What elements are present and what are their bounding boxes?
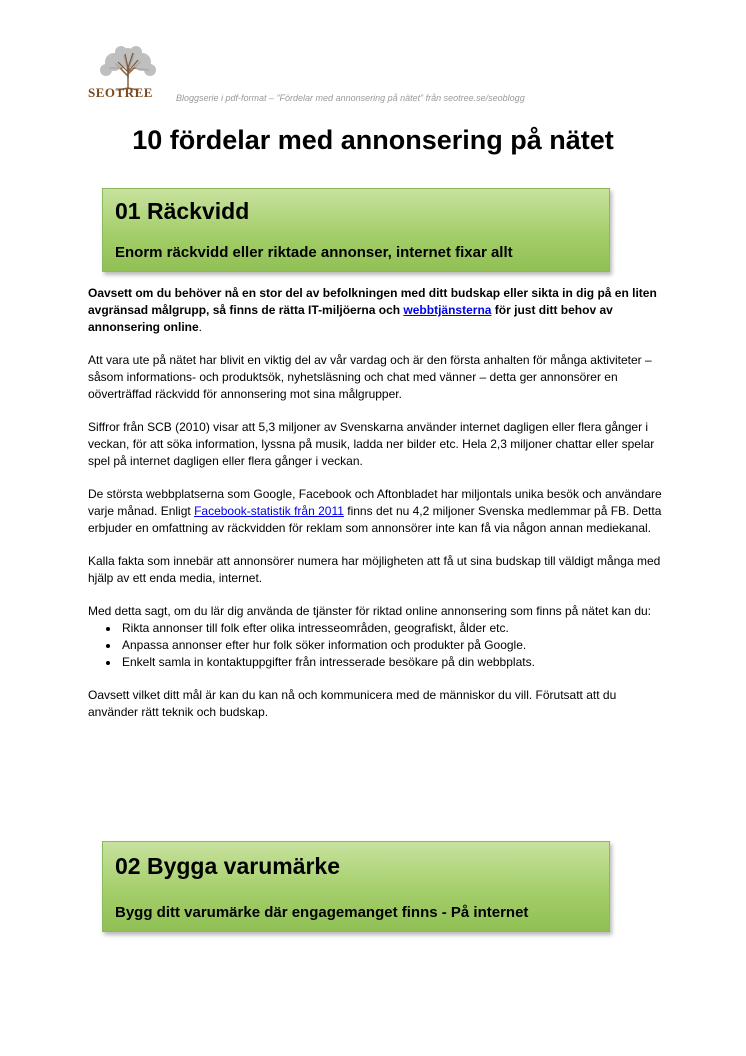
paragraph: Oavsett vilket ditt mål är kan du kan nå och kommunicera med de människor du vill. Förutsatt att du använder rätt teknik och budskap. (88, 688, 617, 719)
paragraph: Kalla fakta som innebär att annonsörer numera har möjligheten att få ut sina budskap till väldigt många med hjälp av ett enda media, internet. (88, 554, 661, 585)
page-title: 10 fördelar med annonsering på nätet (132, 125, 614, 155)
paragraph: Med detta sagt, om du lär dig använda de tjänster för riktad online annonsering som finns på nätet kan du: (88, 604, 652, 618)
section-header-brand (102, 841, 610, 932)
section-heading: 02 Bygga varumärke (115, 853, 341, 879)
paragraph: Siffror från SCB (2010) visar att 5,3 miljoner av Svenskarna använder internet dagligen eller flera gånger i veckan, för att söka information, lyssna på musik, ladda ner bilder etc. Hela 2,3 miljoner chattar eller spelar spel på internet dagligen eller flera gånger i veckan. (88, 420, 655, 468)
section-header-reach (102, 188, 610, 272)
section-body (88, 285, 663, 737)
header-tagline: Bloggserie i pdf-format – ”Fördelar med annonsering på nätet” från seotree.se/seoblogg (176, 93, 525, 103)
intro-paragraph: Oavsett om du behöver nå en stor del av befolkningen med ditt budskap eller sikta in dig på en liten avgränsad målgrupp, så finns de rätta IT-miljöerna och webbtjänsterna för just ditt behov av annonsering online. (88, 286, 657, 334)
section-subheading: Enorm räckvidd eller riktade annonser, internet fixar allt (115, 244, 513, 261)
list-item: • Rikta annonser till folk efter olika intresseområden, geografiskt, ålder etc. (120, 620, 663, 637)
facebook-statistics-link[interactable]: Facebook-statistik från 2011 (194, 504, 344, 518)
section-heading: 01 Räckvidd (115, 198, 250, 224)
list-item: • Enkelt samla in kontaktuppgifter från intresserade besökare på din webbplats. (120, 654, 663, 671)
paragraph: De största webbplatserna som Google, Facebook och Aftonbladet har miljontals unika besök och användare varje månad. Enligt Facebook-statistik från 2011 finns det nu 4,2 miljoner Svenska medlemmar på FB. Detta erbjuder en omfattning av räckvidden för reklam som annonsörer inte kan få via någon annan mediekanal. (88, 487, 662, 535)
bullet-list (88, 620, 663, 671)
list-item: • Anpassa annonser efter hur folk söker information och produkter på Google. (120, 637, 663, 654)
webbtjansterna-link[interactable]: webbtjänsterna (403, 303, 492, 317)
logo-text: SEOTREE (88, 85, 153, 100)
paragraph: Att vara ute på nätet har blivit en viktig del av vår vardag och är den första anhalten för många aktiviteter – såsom informations- och produktsök, nyhetsläsning och chat med vänner – detta ger annonsörer en oöverträffad räckvidd för annonsering mot sina målgrupper. (88, 353, 652, 401)
section-subheading: Bygg ditt varumärke där engagemanget finns - På internet (115, 904, 529, 921)
